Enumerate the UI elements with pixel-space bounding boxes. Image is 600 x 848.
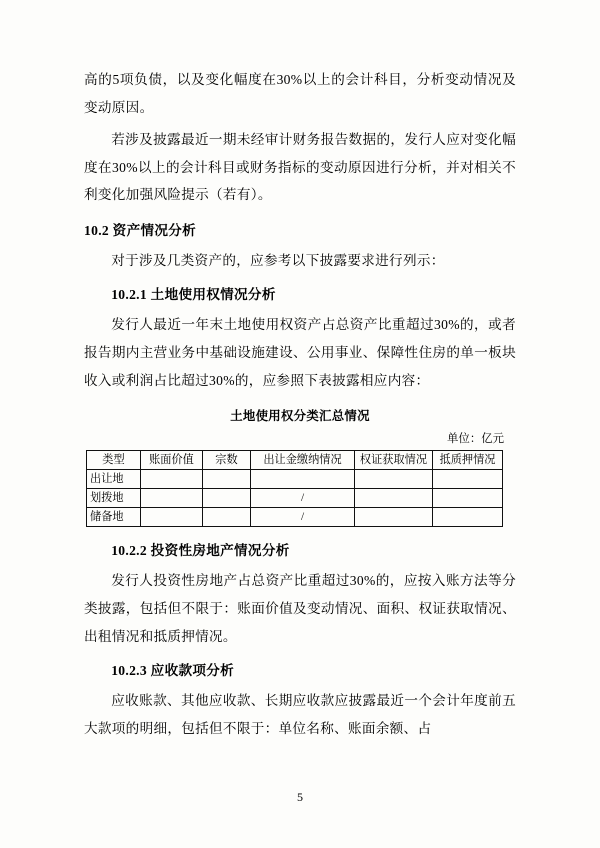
table-cell-payment: /	[251, 489, 355, 508]
table-header-row	[87, 451, 503, 470]
table-cell-type: 划拨地	[87, 489, 141, 508]
section-10-2-2-body: 发行人投资性房地产占总资产比重超过30%的，应按入账方法等分类披露，包括但不限于：账面价值及变动情况、面积、权证获取情况、出租情况和抵质押情况。	[84, 573, 516, 645]
table-cell-pledge	[433, 489, 503, 508]
table-header-cell-pledge: 抵质押情况	[433, 451, 503, 470]
table-cell-type: 储备地	[87, 508, 141, 527]
section-10-2-3-body: 应收账款、其他应收款、长期应收款应披露最近一个会计年度前五大款项的明细，包括但不限于：单位名称、账面余额、占	[84, 692, 516, 736]
page-number: 5	[297, 790, 303, 804]
table-row	[87, 470, 503, 489]
table-cell-count	[203, 489, 251, 508]
section-heading-10-2-2: 10.2.2 投资性房地产情况分析	[111, 543, 290, 559]
table-header-cell-certificate: 权证获取情况	[355, 451, 433, 470]
table-unit-label: 单位：亿元	[447, 433, 504, 446]
table-cell-book-value	[141, 508, 203, 527]
section-10-2-1-body: 发行人最近一年末土地使用权资产占总资产比重超过30%的，或者报告期内主营业务中基础设施建设、公用事业、保障性住房的单一板块收入或利润占比超过30%的，应参照下表披露相应内容：	[84, 316, 516, 388]
table-cell-type: 出让地	[87, 470, 141, 489]
table-cell-pledge	[433, 508, 503, 527]
table-cell-pledge	[433, 470, 503, 489]
table-cell-count	[203, 470, 251, 489]
table-header-cell-book-value: 账面价值	[141, 451, 203, 470]
table-header-cell-payment: 出让金缴纳情况	[251, 451, 355, 470]
table-cell-payment	[251, 470, 355, 489]
table-cell-certificate	[355, 489, 433, 508]
section-heading-10-2-1: 10.2.1 土地使用权情况分析	[111, 287, 276, 303]
table-cell-book-value	[141, 489, 203, 508]
section-10-2-intro: 对于涉及几类资产的，应参考以下披露要求进行列示：	[111, 253, 445, 269]
page-content	[84, 66, 516, 746]
table-header-cell-type: 类型	[87, 451, 141, 470]
table-cell-book-value	[141, 470, 203, 489]
table-row	[87, 489, 503, 508]
land-use-rights-table	[86, 450, 503, 527]
section-heading-10-2-3: 10.2.3 应收款项分析	[111, 662, 235, 678]
table-title: 土地使用权分类汇总情况	[230, 409, 370, 424]
table-cell-payment: /	[251, 508, 355, 527]
table-row	[87, 508, 503, 527]
paragraph-continuation: 高的5项负债，以及变化幅度在30%以上的会计科目，分析变动情况及变动原因。	[84, 72, 516, 115]
table-cell-count	[203, 508, 251, 527]
paragraph-unaudited-report: 若涉及披露最近一期未经审计财务报告数据的，发行人应对变化幅度在30%以上的会计科目或财务指标的变动原因进行分析，并对相关不利变化加强风险提示（若有）。	[84, 131, 516, 203]
table-header-cell-count: 宗数	[203, 451, 251, 470]
section-heading-10-2: 10.2 资产情况分析	[84, 223, 197, 239]
table-cell-certificate	[355, 470, 433, 489]
table-cell-certificate	[355, 508, 433, 527]
